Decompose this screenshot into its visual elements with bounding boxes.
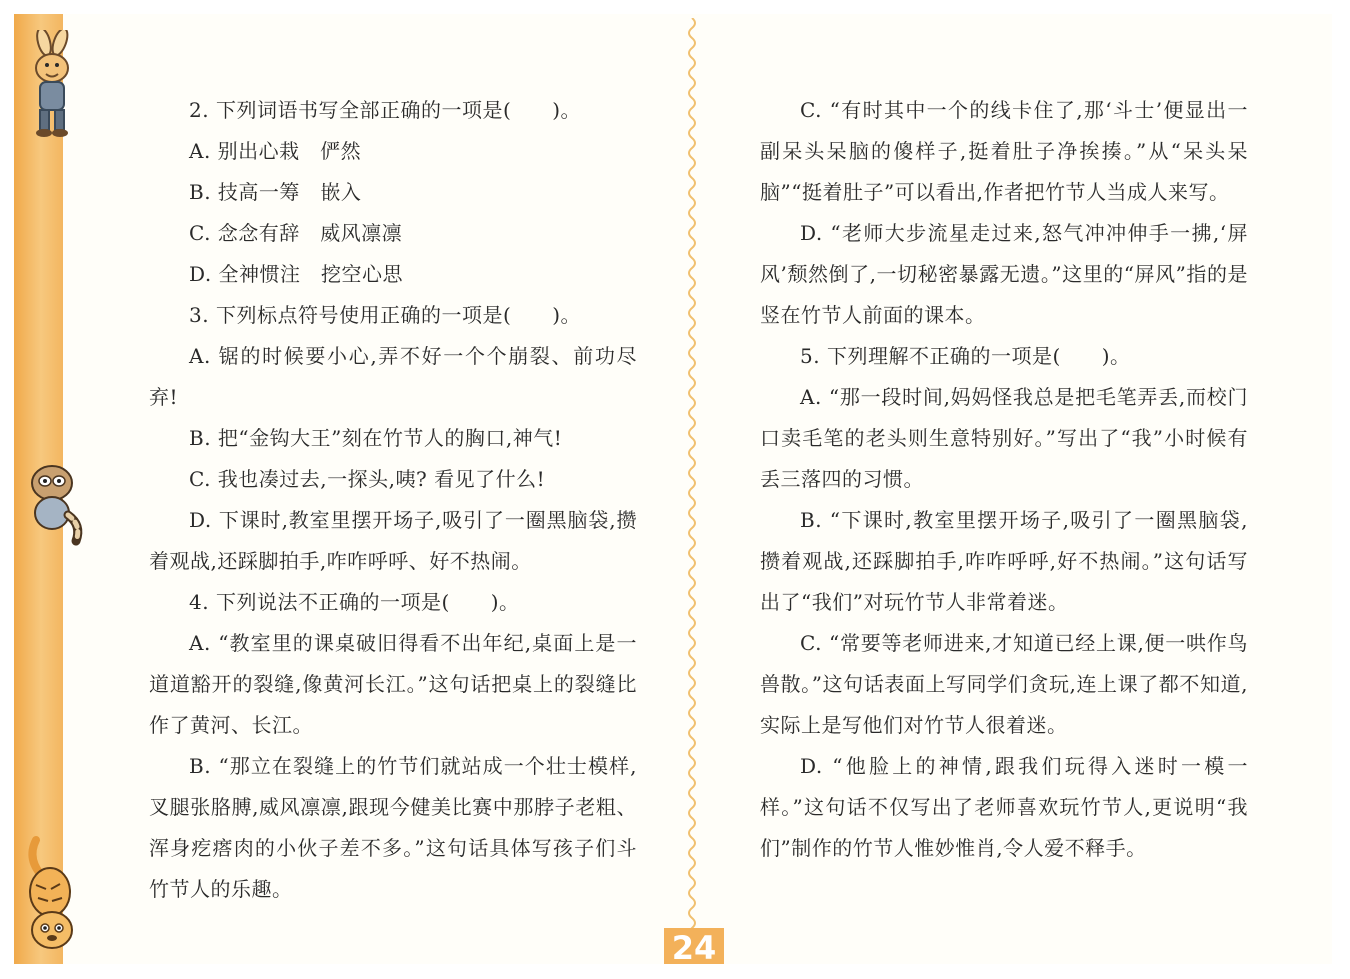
left-column [149,90,637,910]
option-3b: B. 把“金钩大王”刻在竹节人的胸口,神气! [189,426,563,450]
option-2d: D. 全神惯注 挖空心思 [189,262,404,286]
center-divider [684,18,700,938]
option-4c: C. “有时其中一个的线卡住了,那‘斗士’便显出一副呆头呆脑的傻样子,挺着肚子净挨揍。”从“呆头呆脑”“挺着肚子”可以看出,作者把竹节人当成人来写。 [760,98,1248,204]
option-5a: A. “那一段时间,妈妈怪我总是把毛笔弄丢,而校门口卖毛笔的老头则生意特别好。”写出了“我”小时候有丢三落四的习惯。 [760,385,1248,491]
option-5c: C. “常要等老师进来,才知道已经上课,便一哄作鸟兽散。”这句话表面上写同学们贪玩,连上课了都不知道,实际上是写他们对竹节人很着迷。 [760,631,1248,737]
option-2b: B. 技高一筹 嵌入 [189,180,362,204]
option-3c: C. 我也凑过去,一探头,咦? 看见了什么! [189,467,546,491]
question-2: 2. 下列词语书写全部正确的一项是( )。 [189,98,582,122]
option-4b: B. “那立在裂缝上的竹节们就站成一个壮士模样,叉腿张胳膊,威风凛凛,跟现今健美比赛中那脖子老粗、浑身疙瘩肉的小伙子差不多。”这句话具体写孩子们斗竹节人的乐趣。 [149,754,637,901]
right-column [760,90,1248,869]
option-2c: C. 念念有辞 威风凛凛 [189,221,403,245]
option-5d: D. “他脸上的神情,跟我们玩得入迷时一模一样。”这句话不仅写出了老师喜欢玩竹节人,更说明“我们”制作的竹节人惟妙惟肖,令人爱不释手。 [760,754,1248,860]
option-5b: B. “下课时,教室里摆开场子,吸引了一圈黑脑袋,攒着观战,还踩脚拍手,咋咋呼呼,好不热闹。”这句话写出了“我们”对玩竹节人非常着迷。 [760,508,1248,614]
rabbit-mascot-icon [16,30,86,140]
tiger-mascot-icon [16,830,88,955]
question-4: 4. 下列说法不正确的一项是( )。 [189,590,520,614]
option-3a: A. 锯的时候要小心,弄不好一个个崩裂、前功尽弃! [149,344,637,409]
page-number: 24 [664,928,724,964]
question-5: 5. 下列理解不正确的一项是( )。 [800,344,1131,368]
option-4a: A. “教室里的课桌破旧得看不出年纪,桌面上是一道道豁开的裂缝,像黄河长江。”这句话把桌上的裂缝比作了黄河、长江。 [149,631,637,737]
option-2a: A. 别出心栽 俨然 [189,139,362,163]
question-3: 3. 下列标点符号使用正确的一项是( )。 [189,303,582,327]
raccoon-mascot-icon [16,455,88,550]
option-4d: D. “老师大步流星走过来,怒气冲冲伸手一拂,‘屏风’颓然倒了,一切秘密暴露无遗。”这里的“屏风”指的是竖在竹节人前面的课本。 [760,221,1248,327]
option-3d: D. 下课时,教室里摆开场子,吸引了一圈黑脑袋,攒着观战,还踩脚拍手,咋咋呼呼、好不热闹。 [149,508,637,573]
